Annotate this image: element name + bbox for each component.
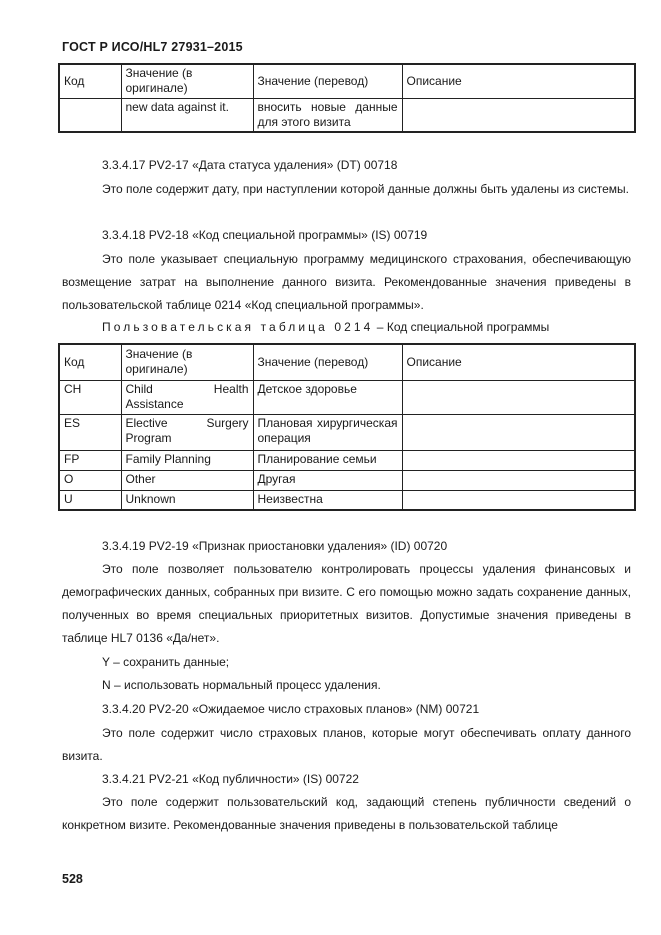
table-row <box>59 470 635 490</box>
document-header: ГОСТ Р ИСО/HL7 27931–2015 <box>62 40 243 54</box>
section-title: 3.3.4.20 PV2-20 «Ожидаемое число страховых планов» (NM) 00721 <box>102 702 480 716</box>
cell-code: CH <box>59 380 121 414</box>
column-header: Значение (в оригинале) <box>121 344 253 380</box>
cell-description <box>402 450 635 470</box>
continued-table <box>58 63 636 133</box>
cell-original: Child Health Assistance <box>121 380 253 414</box>
paragraph: Это поле содержит число страховых планов, которые могут обеспечивать оплату данного визита. <box>62 726 631 763</box>
table-row <box>59 98 635 132</box>
section-title: 3.3.4.21 PV2-21 «Код публичности» (IS) 00722 <box>102 772 359 786</box>
cell-original: Other <box>121 470 253 490</box>
column-header: Код <box>59 344 121 380</box>
cell-original: Elective Surgery Program <box>121 414 253 450</box>
cell-description <box>402 414 635 450</box>
cell-code <box>59 98 121 132</box>
cell-translation: Детское здоровье <box>253 380 402 414</box>
cell-translation: Другая <box>253 470 402 490</box>
cell-translation: Планирование семьи <box>253 450 402 470</box>
cell-description <box>402 490 635 510</box>
table-row <box>59 450 635 470</box>
table-header-row <box>59 344 635 380</box>
table-header-row <box>59 64 635 98</box>
cell-code: O <box>59 470 121 490</box>
column-header: Описание <box>402 344 635 380</box>
list-item: Y – сохранить данные; <box>102 655 230 669</box>
cell-original: new data against it. <box>121 98 253 132</box>
table-row <box>59 414 635 450</box>
cell-description <box>402 98 635 132</box>
section-title: 3.3.4.17 PV2-17 «Дата статуса удаления» (DT) 00718 <box>102 158 398 172</box>
cell-original: Family Planning <box>121 450 253 470</box>
cell-translation: Неизвестна <box>253 490 402 510</box>
table-0214 <box>58 343 636 511</box>
table-row <box>59 380 635 414</box>
cell-translation: Плановая хирургическая операция <box>253 414 402 450</box>
paragraph: Это поле указывает специальную программу медицинского страхования, обеспечивающую возмещение затрат на выполнение данного визита. Рекомендованные значения приведены в пользовательской таблице 0214 «Код специальной программы». <box>62 252 631 312</box>
paragraph: Это поле позволяет пользователю контролировать процессы удаления финансовых и демографических данных, собранных при визите. С его помощью можно задать сохранение данных, полученных во время специальных приоритетных визитов. Допустимые значения приведены в таблице HL7 0136 «Да/нет». <box>62 562 631 645</box>
table-caption-name: Код специальной программы <box>386 320 550 334</box>
table-caption-prefix: Пользовательская таблица 0214 <box>102 320 374 334</box>
cell-code: U <box>59 490 121 510</box>
cell-code: ES <box>59 414 121 450</box>
paragraph: Это поле содержит дату, при наступлении которой данные должны быть удалены из системы. <box>102 182 629 196</box>
list-item: N – использовать нормальный процесс удаления. <box>102 678 381 692</box>
cell-description <box>402 470 635 490</box>
cell-description <box>402 380 635 414</box>
section-title: 3.3.4.18 PV2-18 «Код специальной программы» (IS) 00719 <box>102 228 428 242</box>
cell-code: FP <box>59 450 121 470</box>
table-caption <box>102 320 549 334</box>
section-title: 3.3.4.19 PV2-19 «Признак приостановки удаления» (ID) 00720 <box>102 539 448 553</box>
paragraph: Это поле содержит пользовательский код, задающий степень публичности сведений о конкретном визите. Рекомендованные значения приведены в пользовательской таблице <box>62 795 631 832</box>
table-caption-dash: – <box>376 320 384 334</box>
column-header: Значение (в оригинале) <box>121 64 253 98</box>
column-header: Значение (перевод) <box>253 64 402 98</box>
column-header: Код <box>59 64 121 98</box>
column-header: Значение (перевод) <box>253 344 402 380</box>
table-row <box>59 490 635 510</box>
cell-translation: вносить новые данные для этого визита <box>253 98 402 132</box>
cell-original: Unknown <box>121 490 253 510</box>
column-header: Описание <box>402 64 635 98</box>
page-number: 528 <box>62 872 83 886</box>
